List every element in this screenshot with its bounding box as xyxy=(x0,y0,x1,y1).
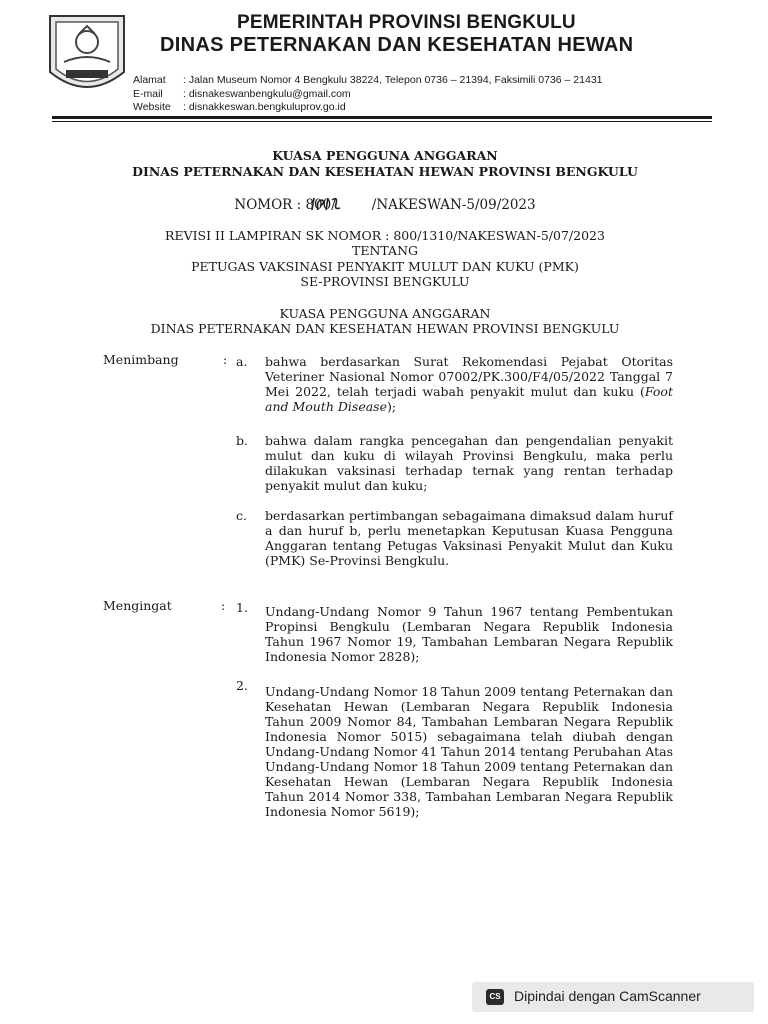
camscanner-badge xyxy=(472,982,754,1012)
mengingat-marker-2: 2. xyxy=(236,678,248,693)
issuer-line1: KUASA PENGGUNA ANGGARAN xyxy=(279,306,491,321)
letterhead-divider xyxy=(52,116,712,119)
contact-label: Website xyxy=(133,101,171,113)
handwritten-number-icon xyxy=(308,194,348,214)
menimbang-item-text: bahwa berdasarkan Surat Rekomendasi Pejabat Otoritas Veteriner Nasional Nomor 07002/PK.300/F4/05/2022 Tanggal 7 Mei 2022, telah terjadi wabah penyakit mulut dan kuku ( xyxy=(265,354,673,399)
mengingat-colon: : xyxy=(221,598,226,613)
mengingat-label: Mengingat xyxy=(103,598,172,613)
issuer-line2: DINAS PETERNAKAN DAN KESEHATAN HEWAN PROVINSI BENGKULU xyxy=(150,321,620,336)
contact-value: : disnakeswanbengkulu@gmail.com xyxy=(183,88,351,100)
menimbang-item-italic: Foot and Mouth Disease xyxy=(265,384,673,414)
contact-label: E-mail xyxy=(133,88,163,100)
contact-website xyxy=(133,101,346,113)
contact-email xyxy=(133,88,351,100)
menimbang-item-b: bahwa dalam rangka pencegahan dan pengendalian penyakit mulut dan kuku di wilayah Provinsi Bengkulu, maka perlu dilakukan vaksinasi terhadap ternak yang rentan terhadap penyakit mulut dan kuku; xyxy=(265,433,673,493)
contact-value: : Jalan Museum Nomor 4 Bengkulu 38224, Telepon 0736 – 21394, Faksimili 0736 – 21431 xyxy=(183,74,603,86)
subject-line1: PETUGAS VAKSINASI PENYAKIT MULUT DAN KUKU (PMK) xyxy=(191,259,579,274)
subject-line2: SE-PROVINSI BENGKULU xyxy=(300,274,470,289)
contact-address xyxy=(133,74,603,86)
menimbang-item-a xyxy=(265,354,673,414)
menimbang-item-c: berdasarkan pertimbangan sebagaimana dimaksud dalam huruf a dan huruf b, perlu menetapkan Keputusan Kuasa Pengguna Anggaran tentang Petugas Vaksinasi Penyakit Mulut dan Kuku (PMK) Se-Provinsi Bengkulu. xyxy=(265,508,673,568)
revision-reference: REVISI II LAMPIRAN SK NOMOR : 800/1310/NAKESWAN-5/07/2023 xyxy=(165,228,605,243)
tentang-label: TENTANG xyxy=(351,243,418,258)
mengingat-item-2: Undang-Undang Nomor 18 Tahun 2009 tentang Peternakan dan Kesehatan Hewan (Lembaran Negara Republik Indonesia Tahun 2009 Nomor 84, Tambahan Lembaran Negara Republik Indonesia Nomor 5015) sebagaimana telah diubah dengan Undang-Undang Nomor 41 Tahun 2014 tentang Perubahan Atas Undang-Undang Nomor 18 Tahun 2009 tentang Peternakan dan Kesehatan Hewan (Lembaran Negara Republik Indonesia Tahun 2014 Nomor 338, Tambahan Lembaran Negara Republik Indonesia Nomor 5619); xyxy=(265,684,673,819)
camscanner-label: Dipindai dengan CamScanner xyxy=(514,988,701,1004)
decree-title-line1: KUASA PENGGUNA ANGGARAN xyxy=(272,148,498,163)
decree-number xyxy=(100,197,670,213)
letterhead-agency: DINAS PETERNAKAN DAN KESEHATAN HEWAN xyxy=(160,34,634,56)
menimbang-colon: : xyxy=(223,352,228,367)
decree-number-prefix: NOMOR : 800/ xyxy=(234,197,336,213)
menimbang-marker-b: b. xyxy=(236,433,248,448)
mengingat-item-1: Undang-Undang Nomor 9 Tahun 1967 tentang Pembentukan Propinsi Bengkulu (Lembaran Negara Republik Indonesia Tahun 1967 Nomor 19, Tambahan Lembaran Negara Republik Indonesia Nomor 2828); xyxy=(265,604,673,664)
menimbang-label: Menimbang xyxy=(103,352,179,367)
decree-title-line2: DINAS PETERNAKAN DAN KESEHATAN HEWAN PROVINSI BENGKULU xyxy=(132,164,638,179)
camscanner-logo-icon: CS xyxy=(486,989,504,1005)
letterhead-divider-thin xyxy=(52,121,712,122)
contact-value: : disnakkeswan.bengkuluprov.go.id xyxy=(183,101,346,113)
province-emblem-icon xyxy=(46,12,128,96)
menimbang-item-tail: ); xyxy=(387,399,397,414)
menimbang-marker-c: c. xyxy=(236,508,247,523)
decree-number-suffix: /NAKESWAN-5/09/2023 xyxy=(371,197,536,213)
menimbang-marker-a: a. xyxy=(236,354,248,369)
contact-label: Alamat xyxy=(133,74,166,86)
mengingat-marker-1: 1. xyxy=(236,600,248,615)
letterhead-government: PEMERINTAH PROVINSI BENGKULU xyxy=(237,12,576,33)
